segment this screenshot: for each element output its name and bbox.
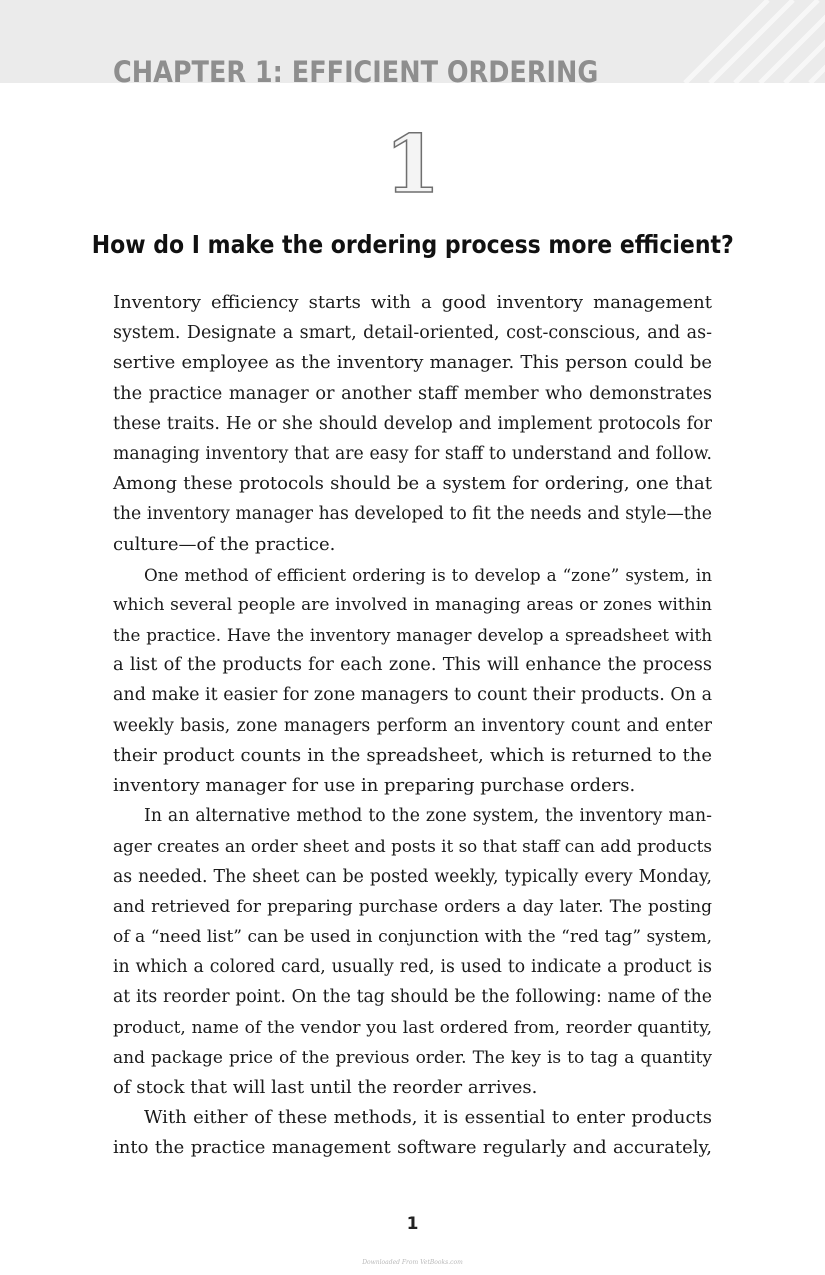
text-line: the inventory manager has developed to fit the needs and style—the: [113, 504, 712, 525]
text-line: system. Designate a smart, detail-oriented, cost-conscious, and as-: [113, 323, 712, 344]
body-text: [113, 288, 712, 1163]
text-line: in which a colored card, usually red, is used to indicate a product is: [113, 957, 712, 978]
text-line: the practice. Have the inventory manager develop a spreadsheet with: [113, 625, 712, 646]
section-heading-text: How do I make the ordering process more efficient?: [91, 230, 734, 259]
text-line: and retrieved for preparing purchase orders a day later. The posting: [113, 896, 712, 917]
text-line: ager creates an order sheet and posts it so that staff can add products: [113, 836, 712, 857]
download-watermark: Downloaded From VetBooks.com: [362, 1259, 463, 1266]
text-line: culture—of the practice.: [113, 533, 336, 555]
text-line: as needed. The sheet can be posted weekly, typically every Monday,: [113, 866, 712, 887]
text-line: inventory manager for use in preparing purchase orders.: [113, 775, 636, 796]
text-line: managing inventory that are easy for staff to understand and follow.: [113, 443, 712, 464]
text-line: Among these protocols should be a system for ordering, one that: [113, 473, 712, 495]
text-line: the practice manager or another staff member who demonstrates: [113, 383, 712, 404]
text-line: and make it easier for zone managers to count their products. On a: [113, 685, 712, 706]
text-line: With either of these methods, it is essential to enter products: [144, 1107, 712, 1129]
text-line: Inventory efficiency starts with a good inventory management: [113, 292, 712, 313]
text-line: at its reorder point. On the tag should be the following: name of the: [113, 987, 712, 1008]
chapter-number: 1: [384, 117, 441, 211]
text-line: and package price of the previous order. The key is to tag a quantity: [113, 1047, 712, 1068]
section-heading: [0, 228, 825, 262]
chapter-title: CHAPTER 1: EFFICIENT ORDERING: [113, 55, 599, 89]
text-line: of a “need list” can be used in conjunction with the “red tag” system,: [113, 926, 712, 947]
text-line: sertive employee as the inventory manager. This person could be: [113, 352, 712, 374]
diagonal-stripes-decoration: [625, 0, 825, 83]
text-line: a list of the products for each zone. This will enhance the process: [113, 655, 712, 676]
page-number: 1: [406, 1214, 419, 1234]
text-line: their product counts in the spreadsheet, which is returned to the: [113, 744, 712, 766]
text-line: One method of efficient ordering is to develop a “zone” system, in: [144, 564, 712, 585]
text-line: into the practice management software regularly and accurately,: [113, 1137, 712, 1159]
text-line: weekly basis, zone managers perform an inventory count and enter: [113, 715, 712, 736]
text-line: these traits. He or she should develop and implement protocols for: [113, 413, 712, 434]
text-line: of stock that will last until the reorder arrives.: [113, 1076, 538, 1098]
text-line: which several people are involved in managing areas or zones within: [113, 594, 712, 615]
text-line: In an alternative method to the zone system, the inventory man-: [144, 806, 712, 827]
text-line: product, name of the vendor you last ordered from, reorder quantity,: [113, 1017, 712, 1038]
